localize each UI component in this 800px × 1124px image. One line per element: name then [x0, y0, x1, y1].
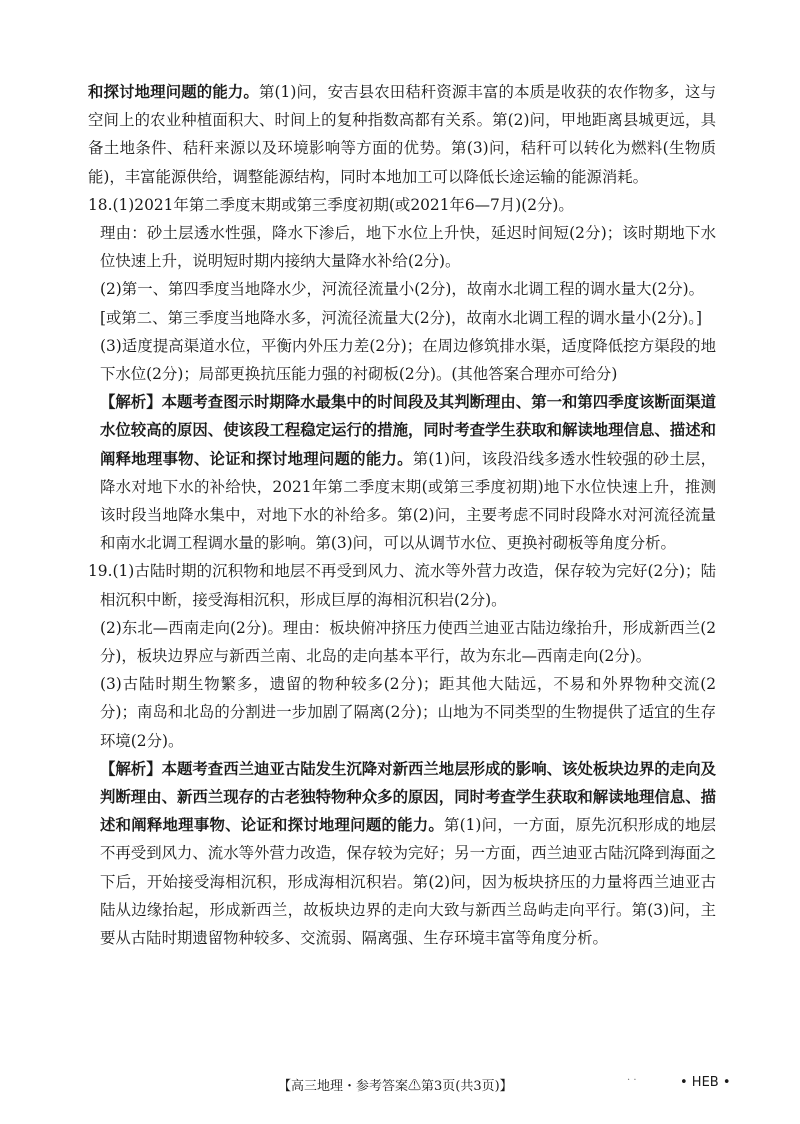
q18-analysis	[100, 388, 716, 557]
page-footer	[0, 1075, 800, 1095]
q19-part1	[88, 557, 716, 613]
q19-line1: (1)古陆时期的沉积物和地层不再受到风力、流水等外营力改造，保存较为完好(2分)；陆相沉积中断，接受海相沉积，形成巨厚的海相沉积岩(2分)。	[100, 562, 716, 609]
q18-reason: 理由：砂土层透水性强，降水下渗后，地下水位上升快，延迟时间短(2分)；该时期地下水位快速上升，说明短时期内接纳大量降水补给(2分)。	[100, 224, 716, 271]
q18-analysis-text: 第(1)问，该段沿线多透水性较强的砂土层，降水对地下水的补给快，2021年第二季度末期(或第三季度初期)地下水位快速上升，推测该时段当地降水集中，对地下水的补给多。第(2)问，主要考虑不同时段降水对河流径流量和南水北调工程调水量的影响。第(3)问，可以从调节水位、更换衬砌板等角度分析。	[100, 449, 716, 553]
q19-analysis	[100, 755, 716, 952]
q18-part2: (2)第一、第四季度当地降水少，河流径流量小(2分)，故南水北调工程的调水量大(2分)。	[100, 280, 705, 299]
footer-code: • HEB •	[680, 1075, 731, 1090]
answer-content	[88, 78, 716, 952]
q19-part3: (3)古陆时期生物繁多，遗留的物种较多(2分)；距其他大陆远，不易和外界物种交流(2分)；南岛和北岛的分割进一步加剧了隔离(2分)；山地为不同类型的生物提供了适宜的生存环境(2分)。	[100, 675, 716, 750]
q18-number: 18.	[88, 195, 113, 214]
q18-block	[88, 191, 716, 558]
q19-analysis-text: 第(1)问，一方面，原先沉积形成的地层不再受到风力、流水等外营力改造，保存较为完好；另一方面，西兰迪亚古陆沉降到海面之下后，开始接受海相沉积，形成海相沉积岩。第(2)问，因为板块挤压的力量将西兰迪亚古陆从边缘抬起，形成新西兰，故板块边界的走向大致与新西兰岛屿走向平行。第(3)问，主要从古陆时期遗留物种较多、交流弱、隔离强、生存环境丰富等角度分析。	[100, 816, 716, 948]
footer-dots: · ·	[627, 1075, 637, 1086]
q19-number: 19.	[88, 562, 113, 581]
q17-analysis-bold: 和探讨地理问题的能力。	[88, 83, 259, 101]
q18-analysis-bold: 【解析】本题考查图示时期降水最集中的时间段及其判断理由、第一和第四季度该断面渠道水位较高的原因、使该段工程稳定运行的措施，同时考查学生获取和解读地理信息、描述和阐释地理事物、论证和探讨地理问题的能力。	[100, 393, 716, 468]
q18-line1: (1)2021年第二季度末期或第三季度初期(或2021年6—7月)(2分)。	[112, 195, 574, 214]
q17-analysis-text: 第(1)问，安吉县农田秸秆资源丰富的本质是收获的农作物多，这与空间上的农业种植面积大、时间上的复种指数高都有关系。第(2)问，甲地距离县城更远，具备土地条件、秸秆来源以及环境影响等方面的优势。第(3)问，秸秆可以转化为燃料(生物质能)，丰富能源供给，调整能源结构，同时本地加工可以降低长途运输的能源消耗。	[88, 83, 716, 186]
q18-part2-alt: [或第二、第三季度当地降水多，河流径流量大(2分)，故南水北调工程的调水量小(2分)。]	[100, 308, 702, 327]
q19-part2: (2)东北—西南走向(2分)。理由：板块俯冲挤压力使西兰迪亚古陆边缘抬升，形成新西兰(2分)，板块边界应与新西兰南、北岛的走向基本平行，故为东北—西南走向(2分)。	[100, 618, 716, 666]
footer-page-info: 【高三地理・参考答案⚠第3页(共3页)】	[278, 1079, 513, 1094]
q18-part1	[88, 191, 716, 219]
q19-analysis-bold: 【解析】本题考查西兰迪亚古陆发生沉降对新西兰地层形成的影响、该处板块边界的走向及判断理由、新西兰现存的古老独特物种众多的原因，同时考查学生获取和解读地理信息、描述和阐释地理事物、论证和探讨地理问题的能力。	[100, 759, 716, 835]
q18-part3: (3)适度提高渠道水位，平衡内外压力差(2分)；在周边修筑排水渠，适度降低挖方渠段的地下水位(2分)；局部更换抗压能力强的衬砌板(2分)。(其他答案合理亦可给分)	[100, 336, 716, 384]
q19-block	[88, 557, 716, 952]
q17-continuation	[88, 78, 716, 191]
